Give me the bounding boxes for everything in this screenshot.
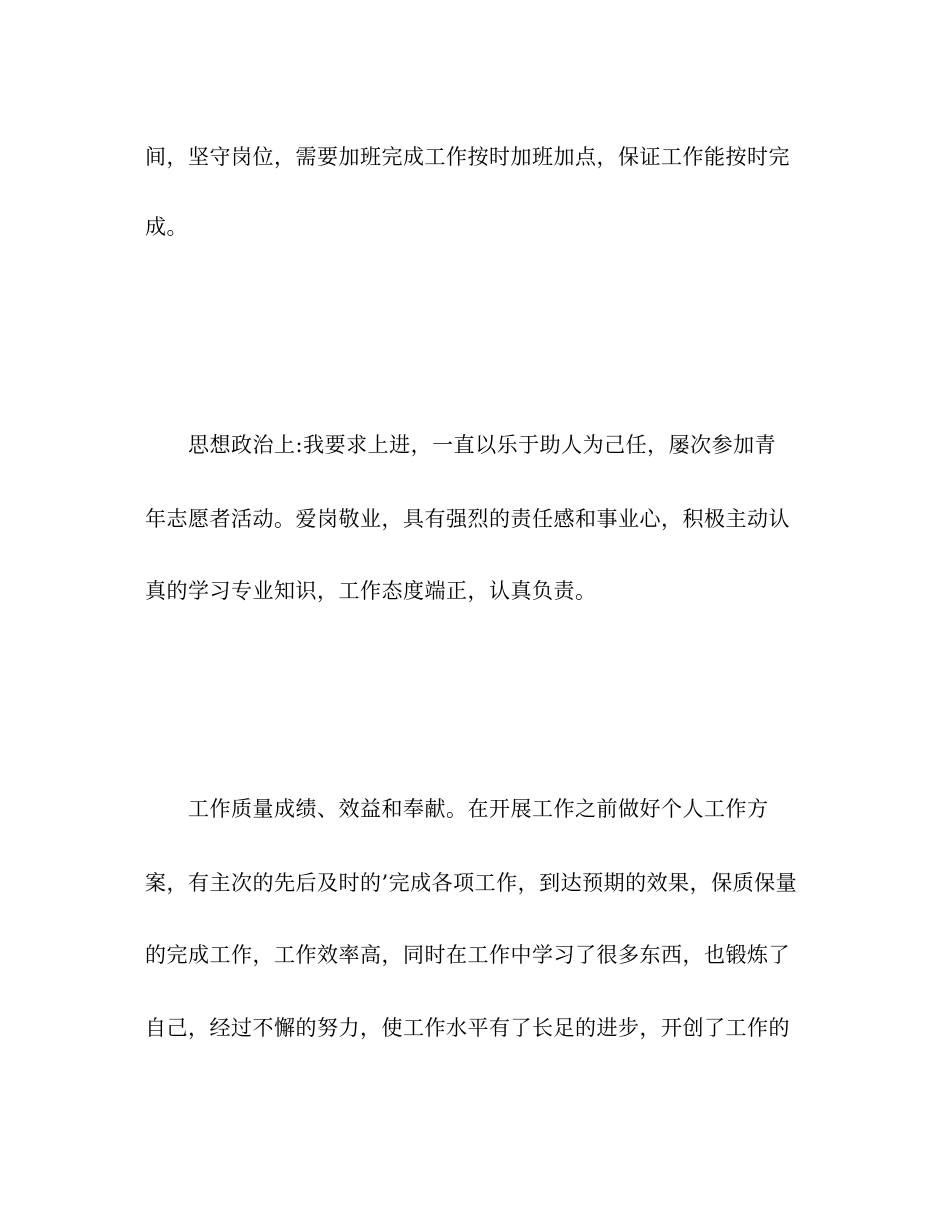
paragraph-2-line-2: 年志愿者活动。爱岗敬业，具有强烈的责任感和事业心，积极主动认 xyxy=(145,507,790,531)
paragraph-3-line-1: 工作质量成绩、效益和奉献。在开展工作之前做好个人工作方 xyxy=(188,797,769,821)
paragraph-3-line-3: 的完成工作，工作效率高，同时在工作中学习了很多东西，也锻炼了 xyxy=(145,943,790,967)
paragraph-3-line-4: 自己，经过不懈的努力，使工作水平有了长足的进步，开创了工作的 xyxy=(145,1016,790,1040)
paragraph-2-line-3: 真的学习专业知识，工作态度端正，认真负责。 xyxy=(145,579,597,603)
paragraph-1-line-1: 间，坚守岗位，需要加班完成工作按时加班加点，保证工作能按时完 xyxy=(145,145,790,169)
paragraph-1-line-2: 成。 xyxy=(145,215,188,239)
paragraph-3-line-2: 案，有主次的先后及时的’完成各项工作，到达预期的效果，保质保量 xyxy=(145,871,798,895)
paragraph-2-line-1: 思想政治上:我要求上进，一直以乐于助人为己任，屡次参加青 xyxy=(188,433,777,457)
